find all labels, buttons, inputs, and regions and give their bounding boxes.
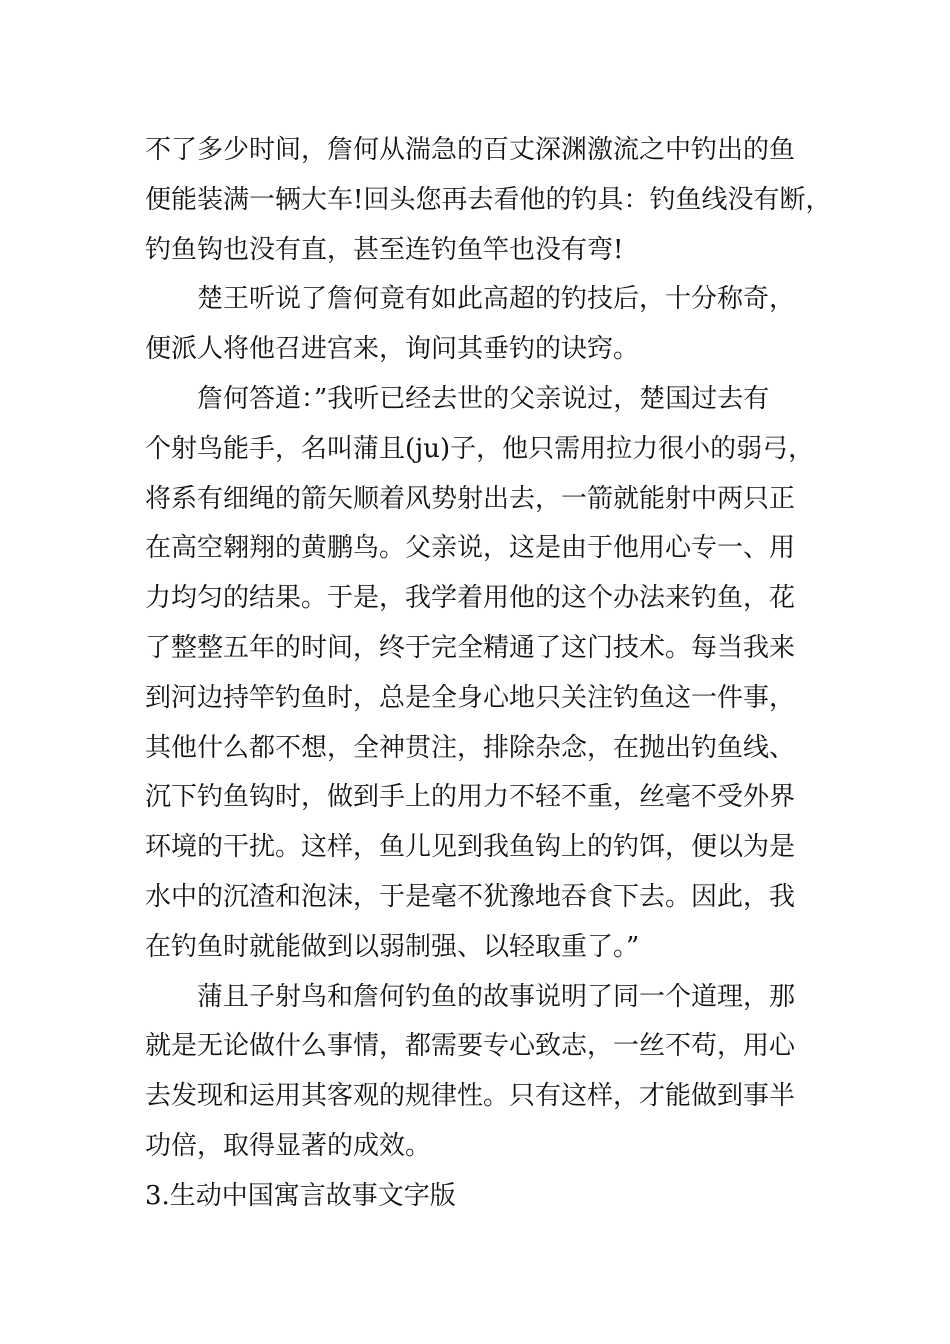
text-line: 了整整五年的时间，终于完全精通了这门技术。每当我来 (145, 632, 796, 663)
section-heading-text: 3.生动中国寓言故事文字版 (145, 1180, 456, 1211)
text-line: 到河边持竿钓鱼时，总是全身心地只关注钓鱼这一件事， (145, 682, 796, 713)
text-line: 将系有细绳的箭矢顺着风势射出去，一箭就能射中两只正 (145, 483, 796, 514)
text-line: 力均匀的结果。于是，我学着用他的这个办法来钓鱼，花 (145, 583, 796, 614)
text-line: 楚王听说了詹何竟有如此高超的钓技后，十分称奇， (197, 284, 796, 315)
paragraph-p2 (145, 275, 810, 375)
text-line: 在高空翱翔的黄鹏鸟。父亲说，这是由于他用心专一、用 (145, 533, 796, 564)
text-line: 蒲且子射鸟和詹何钓鱼的故事说明了同一个道理，那 (197, 981, 796, 1012)
text-line: 钓鱼钩也没有直，甚至连钓鱼竿也没有弯! (145, 234, 624, 265)
text-line: 个射鸟能手，名叫蒲且(ju)子，他只需用拉力很小的弱弓， (145, 433, 815, 464)
paragraph-p4 (145, 973, 810, 1172)
document-body (145, 126, 832, 1222)
text-line: 便能装满一辆大车!回头您再去看他的钓具：钓鱼线没有断， (145, 184, 832, 215)
text-line: 就是无论做什么事情，都需要专心致志，一丝不苟，用心 (145, 1031, 796, 1062)
text-line: 便派人将他召进宫来，询问其垂钓的诀窍。 (145, 334, 640, 365)
text-line: 詹何答道：”我听已经去世的父亲说过，楚国过去有 (197, 383, 770, 414)
text-line: 水中的沉渣和泡沫，于是毫不犹豫地吞食下去。因此，我 (145, 881, 796, 912)
text-line: 其他什么都不想，全神贯注，排除杂念，在抛出钓鱼线、 (145, 732, 796, 763)
text-line: 沉下钓鱼钩时，做到手上的用力不轻不重，丝毫不受外界 (145, 782, 796, 813)
text-line: 功倍，取得显著的成效。 (145, 1130, 432, 1161)
paragraph-p1 (145, 126, 832, 275)
section-heading (145, 1172, 810, 1222)
text-line: 在钓鱼时就能做到以弱制强、以轻取重了。” (145, 931, 640, 962)
text-line: 去发现和运用其客观的规律性。只有这样，才能做到事半 (145, 1081, 796, 1112)
paragraph-p3 (145, 375, 815, 973)
text-line: 不了多少时间，詹何从湍急的百丈深渊激流之中钓出的鱼 (145, 135, 796, 165)
text-line: 环境的干扰。这样，鱼儿见到我鱼钩上的钓饵，便以为是 (145, 832, 796, 863)
